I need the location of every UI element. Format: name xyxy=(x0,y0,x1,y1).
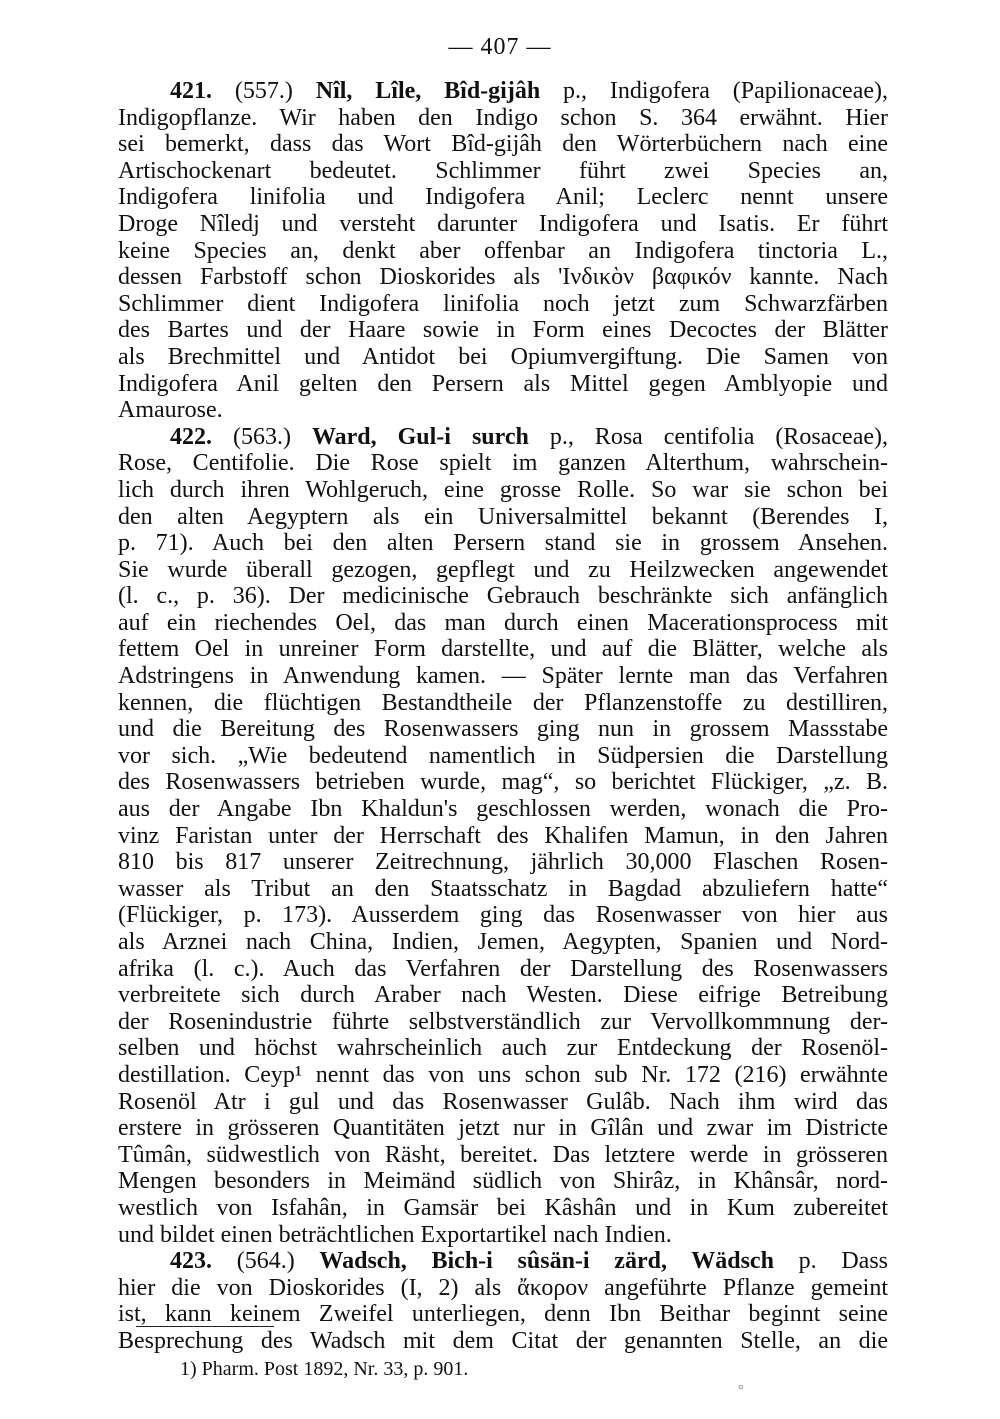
entry-headword: Wadsch, Bich-i sûsän-i zärd, Wädsch xyxy=(319,1248,774,1275)
text-line: Indigofera linifolia und Indigofera Anil; Leclerc nennt unsere xyxy=(118,184,888,211)
text-line: hier die von Dioskorides (I, 2) als ἄκορον angeführte Pflanze gemeint xyxy=(118,1274,888,1301)
text-line: Tûmân, südwestlich von Räsht, bereitet. Das letztere werde in grösseren xyxy=(118,1141,888,1168)
text-line: erstere in grösseren Quantitäten jetzt nur in Gîlân und zwar im Districte xyxy=(118,1115,888,1142)
text-line: als Brechmittel und Antidot bei Opiumvergiftung. Die Samen von xyxy=(118,343,888,370)
text-line: 810 bis 817 unserer Zeitrechnung, jährlich 30,000 Flaschen Rosen- xyxy=(118,849,888,876)
text-line: ist, kann keinem Zweifel unterliegen, denn Ibn Beithar beginnt seine xyxy=(118,1301,888,1328)
text-line: auf ein riechendes Oel, das man durch einen Macerationsprocess mit xyxy=(118,609,888,636)
entry-ref: (563.) xyxy=(212,423,312,450)
page-number: — 407 — xyxy=(448,34,552,60)
text-line: aus der Angabe Ibn Khaldun's geschlossen werden, wonach die Pro- xyxy=(118,796,888,823)
text-line: vor sich. „Wie bedeutend namentlich in Südpersien die Darstellung xyxy=(118,742,888,769)
text-line: Rose, Centifolie. Die Rose spielt im ganzen Alterthum, wahrschein- xyxy=(118,450,888,477)
entry-heading-line xyxy=(118,1248,888,1275)
footnote-rule xyxy=(136,1326,274,1327)
text-line: fettem Oel in unreiner Form darstellte, und auf die Blätter, welche als xyxy=(118,636,888,663)
text-line: verbreitete sich durch Araber nach Westen. Diese eifrige Betreibung xyxy=(118,982,888,1009)
text-line: Amaurose. xyxy=(118,397,223,424)
entry-headword: Nîl, Lîle, Bîd-gijâh xyxy=(315,78,541,104)
text-line: p. Dass xyxy=(773,1248,889,1275)
text-line: sei bemerkt, dass das Wort Bîd-gijâh den Wörterbüchern nach eine xyxy=(118,131,888,158)
text-line: Sie wurde überall gezogen, gepflegt und zu Heilzwecken angewendet xyxy=(118,556,888,583)
text-line: Droge Nîledj und versteht darunter Indigofera und Isatis. Er führt xyxy=(118,210,888,237)
text-line: und die Bereitung des Rosenwassers ging nun in grossem Massstabe xyxy=(118,716,888,743)
text-line: Mengen besonders in Meimänd südlich von Shirâz, in Khânsâr, nord- xyxy=(118,1168,888,1195)
text-line: Artischockenart bedeutet. Schlimmer führt zwei Species an, xyxy=(118,157,888,184)
text-line: dessen Farbstoff schon Dioskorides als 'Ινδικὸν βαφικόν kannte. Nach xyxy=(118,264,888,291)
entry-423 xyxy=(118,1248,888,1354)
entry-headword: Ward, Gul-i surch xyxy=(311,423,529,450)
entry-422 xyxy=(118,424,888,1248)
text-line: (Flückiger, p. 173). Ausserdem ging das Rosenwasser von hier aus xyxy=(118,902,888,929)
entry-number: 423. xyxy=(170,1248,212,1275)
text-line: vinz Faristan unter der Herrschaft des Khalifen Mamun, in den Jahren xyxy=(118,822,888,849)
text-line: keine Species an, denkt aber offenbar an Indigofera tinctoria L., xyxy=(118,237,888,264)
entry-number: 421. xyxy=(170,78,212,104)
text-line: als Arznei nach China, Indien, Jemen, Aegypten, Spanien und Nord- xyxy=(118,929,888,955)
text-line: destillation. Ceyp¹ nennt das von uns schon sub Nr. 172 (216) erwähnte xyxy=(118,1061,888,1088)
text-line: Besprechung des Wadsch mit dem Citat der genannten Stelle, an die xyxy=(118,1327,888,1354)
entry-number: 422. xyxy=(170,423,212,450)
text-line: des Rosenwassers betrieben wurde, mag“, so berichtet Flückiger, „z. B. xyxy=(118,769,888,796)
footnote: 1) Pharm. Post 1892, Nr. 33, p. 901. xyxy=(180,1358,469,1380)
entry-heading-line xyxy=(118,78,888,105)
text-line: p., Rosa centifolia (Rosaceae), xyxy=(528,423,888,450)
entry-421 xyxy=(118,78,888,424)
text-line: Indigopflanze. Wir haben den Indigo schon S. 364 erwähnt. Hier xyxy=(118,104,888,131)
text-line: afrika (l. c.). Auch das Verfahren der Darstellung des Rosenwassers xyxy=(118,955,888,982)
text-line: und bildet einen beträchtlichen Exportartikel nach Indien. xyxy=(118,1221,672,1248)
text-line: der Rosenindustrie führte selbstverständlich zur Vervollkommnung der- xyxy=(118,1008,888,1035)
text-line: Schlimmer dient Indigofera linifolia noch jetzt zum Schwarzfärben xyxy=(118,290,888,317)
text-line: westlich von Isfahân, in Gamsär bei Kâshân und in Kum zubereitet xyxy=(118,1194,888,1221)
text-line: Adstringens in Anwendung kamen. — Später lernte man das Verfahren xyxy=(118,663,888,690)
text-line: den alten Aegyptern als ein Universalmittel bekannt (Berendes I, xyxy=(118,503,888,530)
text-line: p., Indigofera (Papilionaceae), xyxy=(540,78,888,104)
corner-mark: ° xyxy=(738,1383,744,1398)
text-line: p. 71). Auch bei den alten Persern stand sie in grossem Ansehen. xyxy=(118,530,888,557)
text-line: lich durch ihren Wohlgeruch, eine grosse Rolle. So war sie schon bei xyxy=(118,476,888,503)
text-line: (l. c., p. 36). Der medicinische Gebrauch beschränkte sich anfänglich xyxy=(118,583,888,610)
text-line: selben und höchst wahrscheinlich auch zur Entdeckung der Rosenöl- xyxy=(118,1035,888,1062)
entry-heading-line xyxy=(118,424,888,451)
text-line: kennen, die flüchtigen Bestandtheile der Pflanzenstoffe zu destilliren, xyxy=(118,689,888,716)
text-line: Rosenöl Atr i gul und das Rosenwasser Gulâb. Nach ihm wird das xyxy=(118,1088,888,1115)
entry-ref: (557.) xyxy=(212,78,316,104)
entry-ref: (564.) xyxy=(212,1248,320,1275)
text-line: wasser als Tribut an den Staatsschatz in Bagdad abzuliefern hatte“ xyxy=(118,875,888,902)
text-line: Indigofera Anil gelten den Persern als Mittel gegen Amblyopie und xyxy=(118,370,888,397)
text-line: des Bartes und der Haare sowie in Form eines Decoctes der Blätter xyxy=(118,317,888,344)
body-text xyxy=(118,78,888,1355)
